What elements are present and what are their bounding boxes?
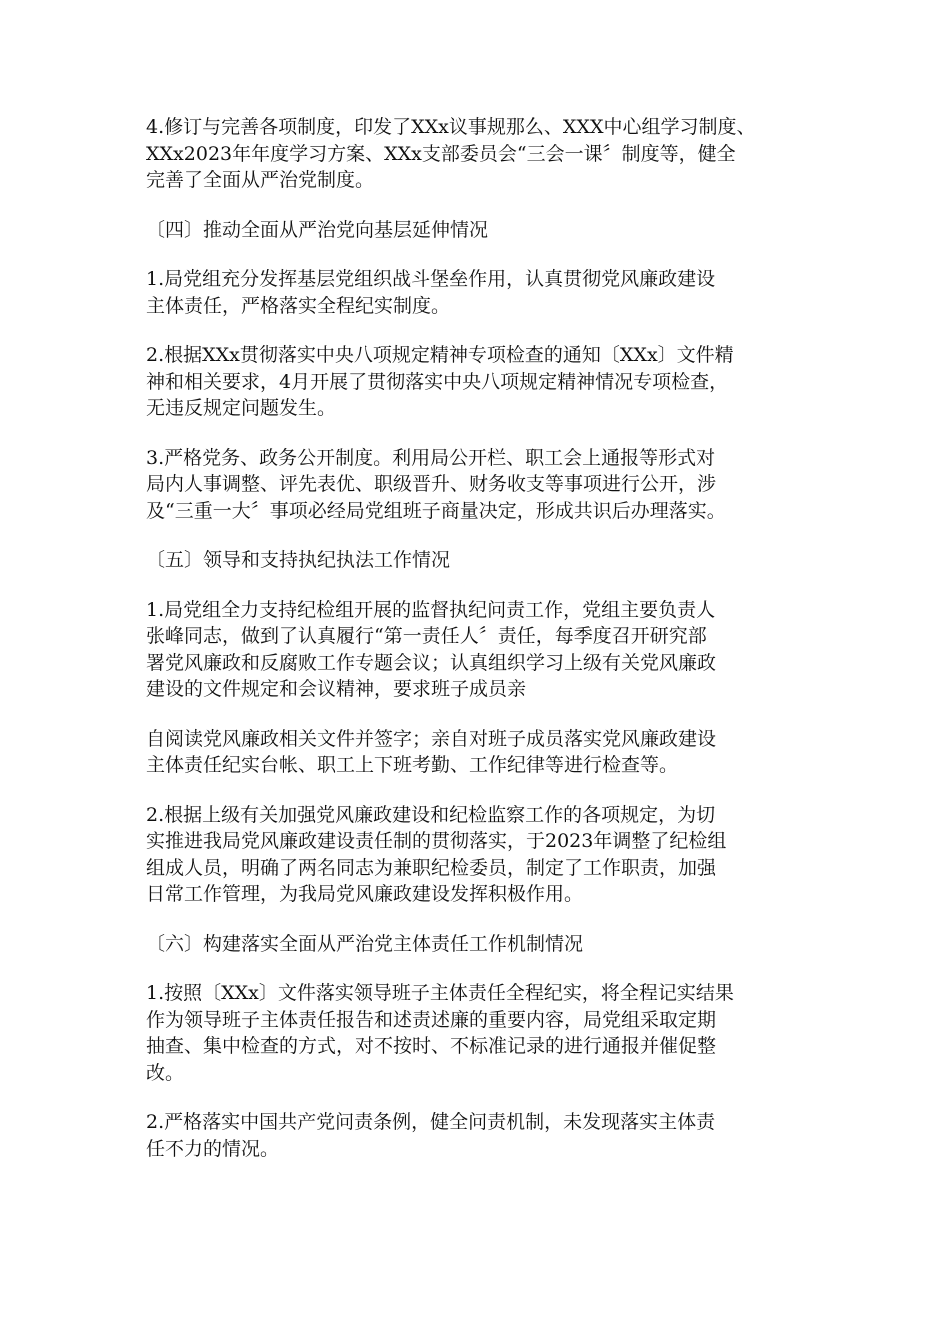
paragraph-eight-rules-check: 2.根据XXx贯彻落实中央八项规定精神专项检查的通知〔XXx〕文件精 神和相关要求，4月开展了贯彻落实中央八项规定精神情况专项检查， 无违反规定问题发生。 — [146, 344, 734, 419]
paragraph-accountability: 2.严格落实中国共产党问责条例，健全问责机制，未发现落实主体责 任不力的情况。 — [146, 1111, 716, 1160]
paragraph-inspection-team: 2.根据上级有关加强党风廉政建设和纪检监察工作的各项规定，为切 实推进我局党风廉政建设责任制的贯彻落实，于2023年调整了纪检组 组成人员，明确了两名同志为兼职纪检委员，制定了工作职责，加强 日常工作管理，为我局党风廉政建设发挥积极作用。 — [146, 803, 727, 905]
section-heading-6: 〔六〕构建落实全面从严治党主体责任工作机制情况 — [146, 932, 584, 955]
paragraph-full-record: 1.按照〔XXx〕文件落实领导班子主体责任全程纪实，将全程记实结果 作为领导班子主体责任报告和述责述廉的重要内容，局党组采取定期 抽查、集中检查的方式，对不按时、不标准记录的进行通报并催促整 改。 — [146, 982, 734, 1084]
paragraph-grassroots-role: 1.局党组充分发挥基层党组织战斗堡垒作用，认真贯彻党风廉政建设 主体责任，严格落实全程纪实制度。 — [146, 268, 716, 317]
paragraph-discipline-support-cont: 自阅读党风廉政相关文件并签字；亲自对班子成员落实党风廉政建设 主体责任纪实台帐、职工上下班考勤、工作纪律等进行检查等。 — [146, 727, 717, 776]
paragraph-openness: 3.严格党务、政务公开制度。利用局公开栏、职工会上通报等形式对 局内人事调整、评先表优、职级晋升、财务收支等事项进行公开，涉 及“三重一大〞事项必经局党组班子商量决定，形成共识后办理落实。 — [146, 446, 726, 522]
section-heading-4: 〔四〕推动全面从严治党向基层延伸情况 — [146, 218, 489, 241]
document-page — [146, 114, 810, 1185]
section-heading-5: 〔五〕领导和支持执纪执法工作情况 — [146, 549, 451, 571]
paragraph-discipline-support: 1.局党组全力支持纪检组开展的监督执纪问责工作，党组主要负责人 张峰同志，做到了认真履行“第一责任人〞责任，每季度召开研究部 署党风廉政和反腐败工作专题会议；认真组织学习上级有关党风廉政 建设的文件规定和会议精神，要求班子成员亲 — [146, 598, 717, 700]
paragraph-institution-revision: 4.修订与完善各项制度，印发了XXx议事规那么、XXX中心组学习制度、 XXx2023年年度学习方案、XXx支部委员会“三会一课〞制度等，健全 完善了全面从严治党制度。 — [146, 116, 756, 191]
